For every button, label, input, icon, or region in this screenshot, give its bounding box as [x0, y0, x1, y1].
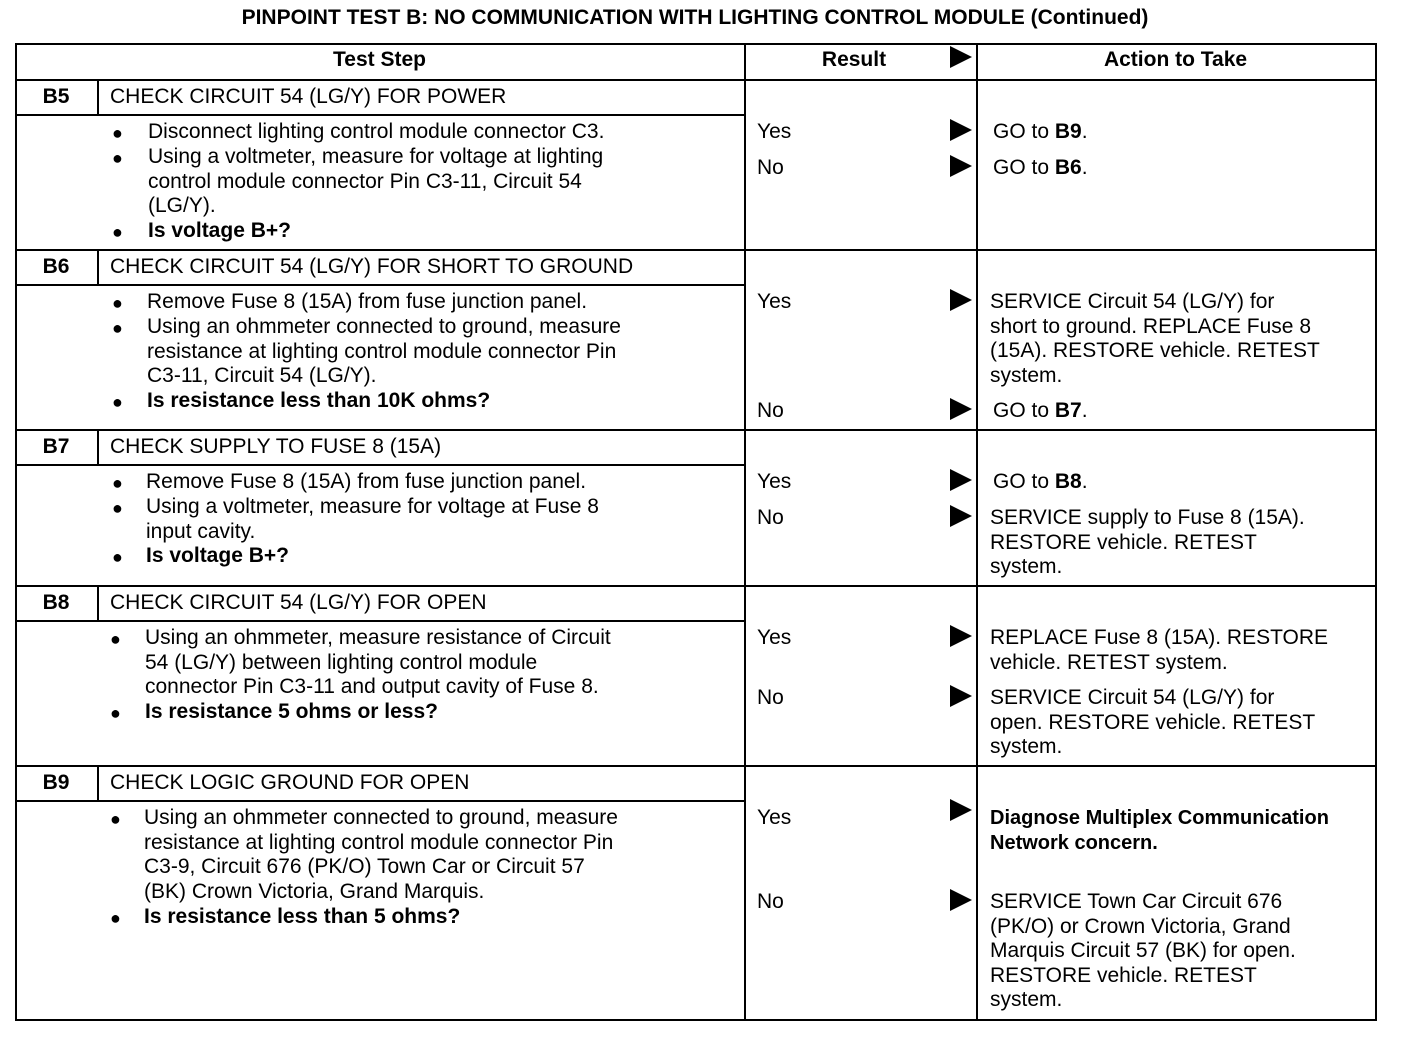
table-rule	[15, 765, 1377, 767]
step-instruction: Using an ohmmeter connected to ground, measure	[147, 315, 621, 338]
result-label: No	[757, 399, 784, 422]
action-prefix: GO to	[993, 399, 1055, 422]
step-instruction: resistance at lighting control module connector Pin	[147, 339, 617, 363]
action-text: short to ground. REPLACE Fuse 8	[990, 314, 1311, 338]
action-suffix: .	[1081, 399, 1088, 422]
action-text: (15A). RESTORE vehicle. RETEST	[990, 339, 1320, 362]
table-rule	[15, 585, 1377, 587]
step-instruction: Using an ohmmeter connected to ground, measure	[144, 806, 618, 829]
action-text	[993, 470, 1088, 495]
step-instruction: Is voltage B+?	[148, 219, 291, 242]
arrow-icon	[950, 889, 972, 911]
table-rule	[15, 464, 744, 466]
action-text: Diagnose Multiplex Communication	[990, 807, 1329, 829]
action-text: RESTORE vehicle. RETEST	[990, 963, 1257, 987]
step-instruction: input cavity.	[146, 519, 256, 543]
action-step-link: B7	[1054, 399, 1082, 422]
table-rule	[1375, 43, 1377, 1021]
bullet-icon: ●	[112, 222, 123, 242]
result-label: Yes	[757, 806, 792, 829]
action-text: Marquis Circuit 57 (BK) for open.	[990, 939, 1296, 962]
step-instruction: control module connector Pin C3-11, Circuit 54	[148, 169, 582, 193]
step-id: B6	[42, 255, 70, 278]
step-instruction: Is resistance 5 ohms or less?	[145, 700, 438, 723]
table-rule	[97, 429, 99, 464]
arrow-icon	[950, 685, 972, 707]
action-text: SERVICE Circuit 54 (LG/Y) for	[990, 290, 1275, 313]
step-instruction: 54 (LG/Y) between lighting control module	[145, 650, 538, 674]
step-heading: CHECK CIRCUIT 54 (LG/Y) FOR SHORT TO GROUND	[110, 255, 634, 278]
action-text: vehicle. RETEST system.	[990, 650, 1228, 674]
action-text: (PK/O) or Crown Victoria, Grand	[990, 914, 1291, 938]
action-text: SERVICE Circuit 54 (LG/Y) for	[990, 686, 1275, 709]
action-text: system.	[990, 988, 1063, 1011]
step-id: B8	[42, 591, 70, 614]
step-id: B5	[42, 85, 70, 108]
table-rule	[97, 249, 99, 284]
action-text: RESTORE vehicle. RETEST	[990, 530, 1257, 554]
action-text: system.	[990, 363, 1063, 387]
result-label: Yes	[757, 290, 792, 313]
action-prefix: GO to	[993, 120, 1055, 143]
action-text: Network concern.	[990, 831, 1158, 854]
action-suffix: .	[1081, 120, 1088, 143]
action-text: system.	[990, 735, 1063, 758]
step-heading: CHECK SUPPLY TO FUSE 8 (15A)	[110, 435, 442, 458]
step-instruction: resistance at lighting control module connector Pin	[144, 830, 614, 854]
action-suffix: .	[1081, 470, 1088, 493]
step-heading: CHECK LOGIC GROUND FOR OPEN	[110, 771, 470, 794]
arrow-icon	[950, 505, 972, 527]
arrow-icon	[950, 469, 972, 491]
table-rule	[744, 43, 746, 1021]
table-rule	[15, 620, 744, 622]
bullet-icon: ●	[112, 473, 123, 493]
step-instruction: Using an ohmmeter, measure resistance of Circuit	[145, 626, 611, 649]
table-rule	[15, 429, 1377, 431]
action-step-link: B6	[1054, 156, 1082, 179]
arrow-icon	[950, 625, 972, 647]
step-instruction: Remove Fuse 8 (15A) from fuse junction panel.	[147, 290, 588, 313]
header-action: Action to Take	[1103, 48, 1248, 71]
result-label: Yes	[757, 120, 792, 143]
table-rule	[15, 43, 17, 1021]
bullet-icon: ●	[112, 293, 123, 313]
table-rule	[15, 800, 744, 802]
step-instruction: Is resistance less than 5 ohms?	[144, 905, 461, 928]
table-rule	[15, 249, 1377, 251]
action-text	[993, 120, 1088, 145]
bullet-icon: ●	[112, 123, 123, 143]
table-rule	[15, 1019, 1377, 1021]
bullet-icon: ●	[112, 392, 123, 412]
result-label: No	[757, 156, 784, 179]
bullet-icon: ●	[110, 908, 121, 928]
step-instruction: Disconnect lighting control module connector C3.	[148, 120, 605, 143]
arrow-icon	[950, 119, 972, 141]
action-step-link: B9	[1054, 120, 1082, 143]
result-label: No	[757, 506, 784, 529]
header-test-step: Test Step	[333, 48, 426, 71]
step-heading: CHECK CIRCUIT 54 (LG/Y) FOR OPEN	[110, 591, 487, 614]
step-instruction: C3-11, Circuit 54 (LG/Y).	[147, 364, 377, 387]
step-instruction: Using a voltmeter, measure for voltage at lighting	[148, 145, 604, 168]
step-heading: CHECK CIRCUIT 54 (LG/Y) FOR POWER	[110, 85, 507, 108]
step-instruction: C3-9, Circuit 676 (PK/O) Town Car or Circuit 57	[144, 855, 585, 878]
table-rule	[15, 284, 744, 286]
step-instruction: connector Pin C3-11 and output cavity of Fuse 8.	[145, 675, 599, 698]
action-step-link: B8	[1054, 470, 1082, 493]
action-text	[993, 399, 1088, 424]
table-rule	[15, 43, 1377, 45]
action-prefix: GO to	[993, 470, 1055, 493]
bullet-icon: ●	[110, 809, 121, 829]
action-text: SERVICE supply to Fuse 8 (15A).	[990, 506, 1305, 529]
table-rule	[15, 79, 1377, 81]
result-label: No	[757, 890, 784, 913]
action-text: system.	[990, 555, 1063, 578]
page-title: PINPOINT TEST B: NO COMMUNICATION WITH LIGHTING CONTROL MODULE (Continued)	[241, 6, 1149, 29]
result-label: Yes	[757, 626, 792, 649]
bullet-icon: ●	[110, 703, 121, 723]
table-rule	[97, 765, 99, 800]
step-id: B9	[42, 771, 70, 794]
step-instruction: (BK) Crown Victoria, Grand Marquis.	[144, 879, 485, 903]
table-rule	[97, 79, 99, 114]
bullet-icon: ●	[112, 148, 123, 168]
step-instruction: Is resistance less than 10K ohms?	[147, 389, 491, 412]
bullet-icon: ●	[112, 547, 123, 567]
arrow-icon	[950, 155, 972, 177]
arrow-icon	[950, 46, 972, 68]
action-suffix: .	[1081, 156, 1088, 179]
table-rule	[976, 43, 978, 1021]
action-text: open. RESTORE vehicle. RETEST	[990, 710, 1316, 734]
action-text: REPLACE Fuse 8 (15A). RESTORE	[990, 626, 1329, 649]
bullet-icon: ●	[112, 498, 123, 518]
bullet-icon: ●	[112, 318, 123, 338]
table-rule	[97, 585, 99, 620]
arrow-icon	[950, 799, 972, 821]
result-label: No	[757, 686, 784, 709]
step-instruction: Using a voltmeter, measure for voltage at Fuse 8	[146, 495, 599, 518]
action-text	[993, 156, 1088, 181]
arrow-icon	[950, 398, 972, 420]
header-result: Result	[821, 48, 887, 71]
arrow-icon	[950, 289, 972, 311]
step-id: B7	[42, 435, 70, 458]
bullet-icon: ●	[110, 629, 121, 649]
action-prefix: GO to	[993, 156, 1055, 179]
result-label: Yes	[757, 470, 792, 493]
step-instruction: (LG/Y).	[148, 194, 216, 217]
step-instruction: Remove Fuse 8 (15A) from fuse junction panel.	[146, 470, 587, 493]
table-rule	[15, 114, 744, 116]
action-text: SERVICE Town Car Circuit 676	[990, 890, 1283, 913]
step-instruction: Is voltage B+?	[146, 544, 289, 567]
